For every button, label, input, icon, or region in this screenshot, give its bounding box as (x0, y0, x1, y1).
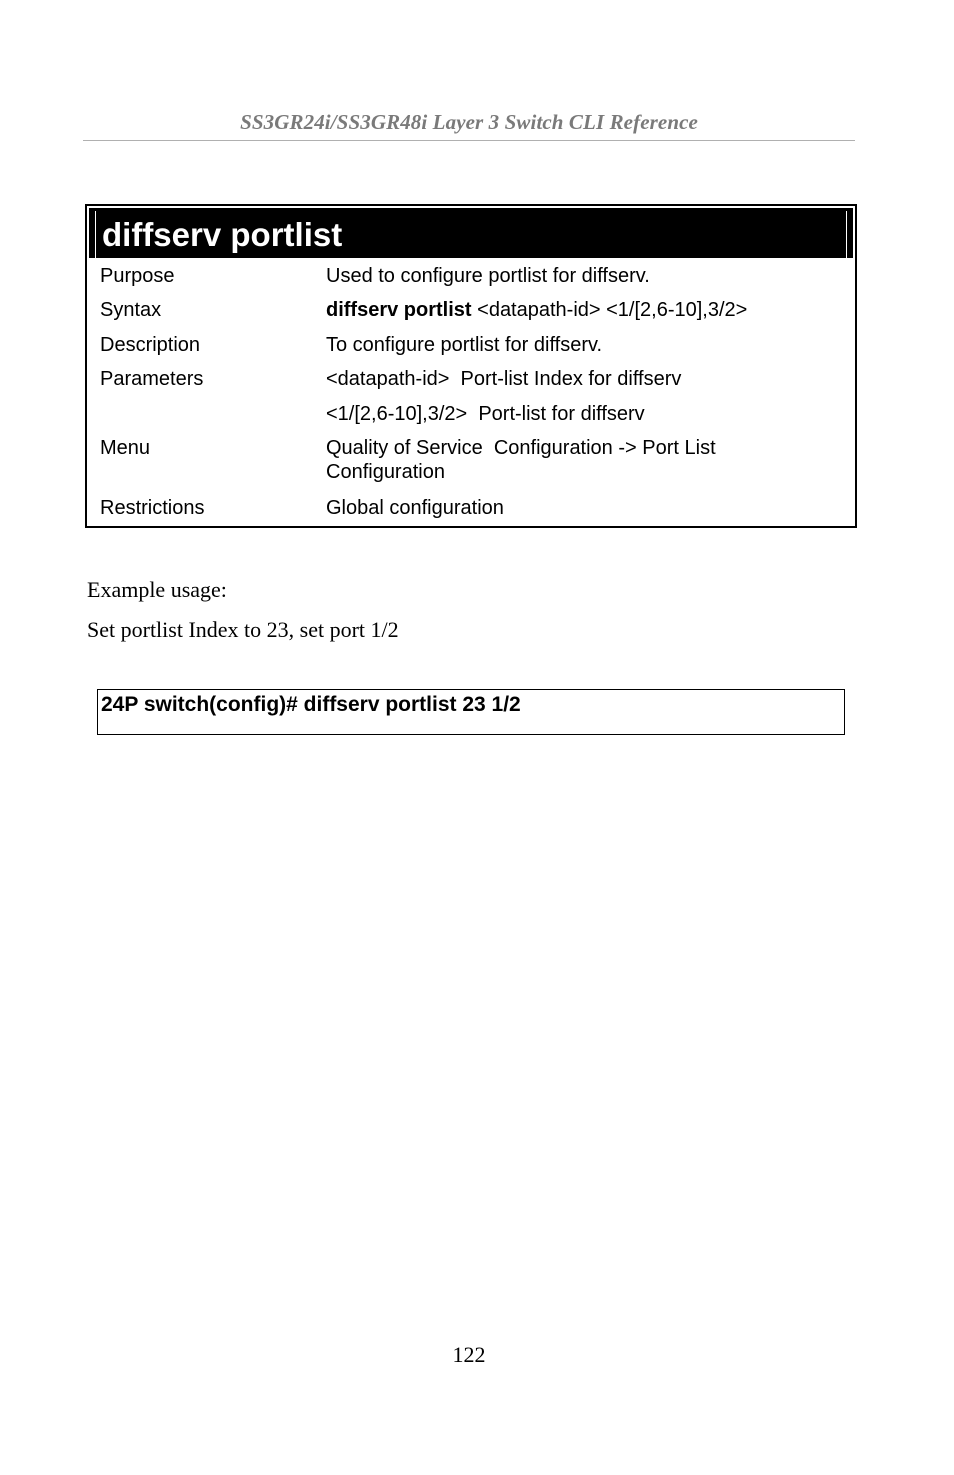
row-label: Menu (100, 437, 151, 459)
example-description: Set portlist Index to 23, set port 1/2 (87, 617, 399, 642)
header-rule (83, 140, 855, 141)
example-heading: Example usage: (87, 577, 227, 602)
command-reference-table (85, 204, 857, 528)
command-title-bar (89, 208, 853, 258)
example-code-box (97, 689, 845, 735)
row-value: To configure portlist for diffserv. (326, 334, 603, 356)
row-value: Global configuration (326, 497, 504, 519)
title-bar-border-left (95, 211, 96, 258)
row-label: Restrictions (100, 497, 205, 519)
menu-path-line-2: Configuration (326, 461, 445, 483)
row-value: <1/[2,6-10],3/2> Port-list for diffserv (326, 403, 645, 425)
row-label: Parameters (100, 368, 204, 390)
example-command: 24P switch(config)# diffserv portlist 23 1/2 (101, 693, 521, 716)
row-label: Description (100, 334, 201, 356)
row-value (326, 298, 846, 322)
command-title: diffserv portlist (102, 216, 343, 253)
title-bar-border-right (846, 211, 847, 258)
syntax-command: diffserv portlist (326, 299, 472, 321)
row-value (326, 436, 846, 484)
row-label: Syntax (100, 299, 162, 321)
running-header: SS3GR24i/SS3GR48i Layer 3 Switch CLI Reference (240, 110, 698, 134)
row-value: Used to configure portlist for diffserv. (326, 265, 650, 287)
page-number: 122 (452, 1342, 486, 1367)
row-value: <datapath-id> Port-list Index for diffserv (326, 368, 682, 390)
syntax-arguments: <datapath-id> <1/[2,6-10],3/2> (471, 299, 748, 321)
menu-path-line-1: Quality of Service Configuration -> Port List (326, 437, 716, 459)
row-label: Purpose (100, 265, 175, 287)
